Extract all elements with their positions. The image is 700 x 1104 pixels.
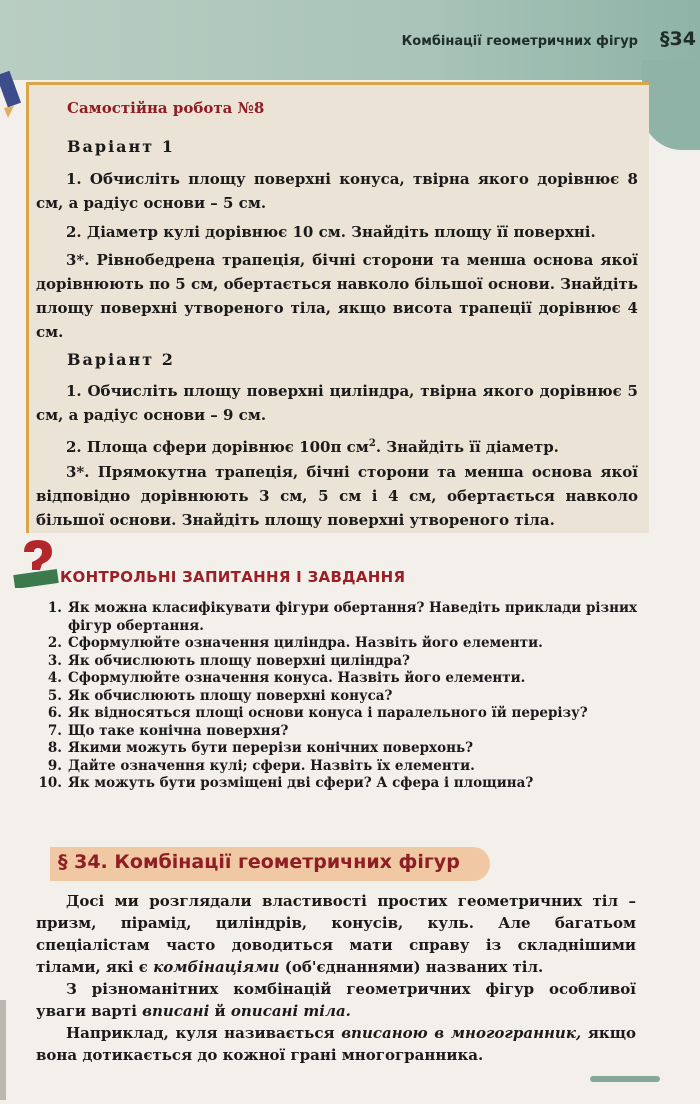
pencil-icon xyxy=(0,70,22,120)
list-item: 2. Сформулюйте означення циліндра. Назвіть його елементи. xyxy=(47,635,543,651)
body-paragraph-1: Досі ми розглядали властивості простих геометричних тіл – призм, пірамід, циліндрів, конусів, куль. Але багатьом спеціалістам часто доводиться мати справу із складнішими тілами, які є комбінаціями (об'єднаннями) названих тіл. xyxy=(36,892,636,976)
variant-1-task-3: 3*. Рівнобедрена трапеція, бічні сторони та менша основа якої дорівнюють по 5 см, обертається навколо більшої основи. Знайдіть площу поверхні утвореного тіла, якщо висота трапеції дорівнює 4 см. xyxy=(36,251,638,341)
variant-1-task-1: 1. Обчисліть площу поверхні конуса, твірна якого дорівнює 8 см, а радіус основи – 5 см. xyxy=(36,170,638,212)
variant-2-task-1: 1. Обчисліть площу поверхні циліндра, твірна якого дорівнює 5 см, а радіус основи – 9 см. xyxy=(36,382,638,424)
body-paragraph-3: Наприклад, куля називається вписаною в многогранник, якщо вона дотикається до кожної грані многогранника. xyxy=(36,1024,636,1064)
variant-2-task-3: 3*. Прямокутна трапеція, бічні сторони та менша основа якої відповідно дорівнюють 3 см, 5 см і 4 см, обертається навколо більшої основи. Знайдіть площу поверхні утвореного тіла. xyxy=(36,463,638,529)
list-item: 8. Якими можуть бути перерізи конічних поверхонь? xyxy=(47,740,474,756)
list-item: 10. Як можуть бути розміщені дві сфери? А сфера і площина? xyxy=(38,775,534,791)
variant-1-task-2: 2. Діаметр кулі дорівнює 10 см. Знайдіть площу її поверхні. xyxy=(66,223,596,241)
binding-edge xyxy=(0,1000,6,1100)
list-item: 3. Як обчислюють площу поверхні циліндра? xyxy=(47,652,410,669)
section-marker: §34 xyxy=(660,28,696,50)
self-work-title: Самостійна робота №8 xyxy=(67,99,265,117)
header-corner-decoration xyxy=(642,60,700,150)
page-footer-decoration xyxy=(590,1076,660,1082)
questions-list xyxy=(38,600,658,793)
variant-1-label: Варіант 1 xyxy=(67,137,175,156)
body-paragraph-2: З різноманітних комбінацій геометричних фігур особливої уваги варті вписані й описані тіла. xyxy=(36,980,636,1020)
running-title: Комбінації геометричних фігур xyxy=(401,34,638,49)
list-item: 7. Що таке конічна поверхня? xyxy=(47,722,289,739)
list-item: 1. Як можна класифікувати фігури обертання? Наведіть приклади різних фігур обертання. xyxy=(47,600,638,634)
variant-2-label: Варіант 2 xyxy=(67,350,175,369)
section-title: § 34. Комбінації геометричних фігур xyxy=(58,851,460,873)
question-mark-icon xyxy=(12,538,60,588)
variant-2-task-2: 2. Площа сфери дорівнює 100π $см^2$. Знайдіть її діаметр. xyxy=(66,438,559,456)
list-item: 5. Як обчислюють площу поверхні конуса? xyxy=(47,687,393,704)
questions-heading: КОНТРОЛЬНІ ЗАПИТАННЯ І ЗАВДАННЯ xyxy=(60,568,406,586)
list-item: 9. Дайте означення кулі; сфери. Назвіть їх елементи. xyxy=(47,757,475,774)
list-item: 6. Як відносяться площі основи конуса і паралельного їй перерізу? xyxy=(47,705,588,721)
list-item: 4. Сформулюйте означення конуса. Назвіть його елементи. xyxy=(47,670,526,686)
